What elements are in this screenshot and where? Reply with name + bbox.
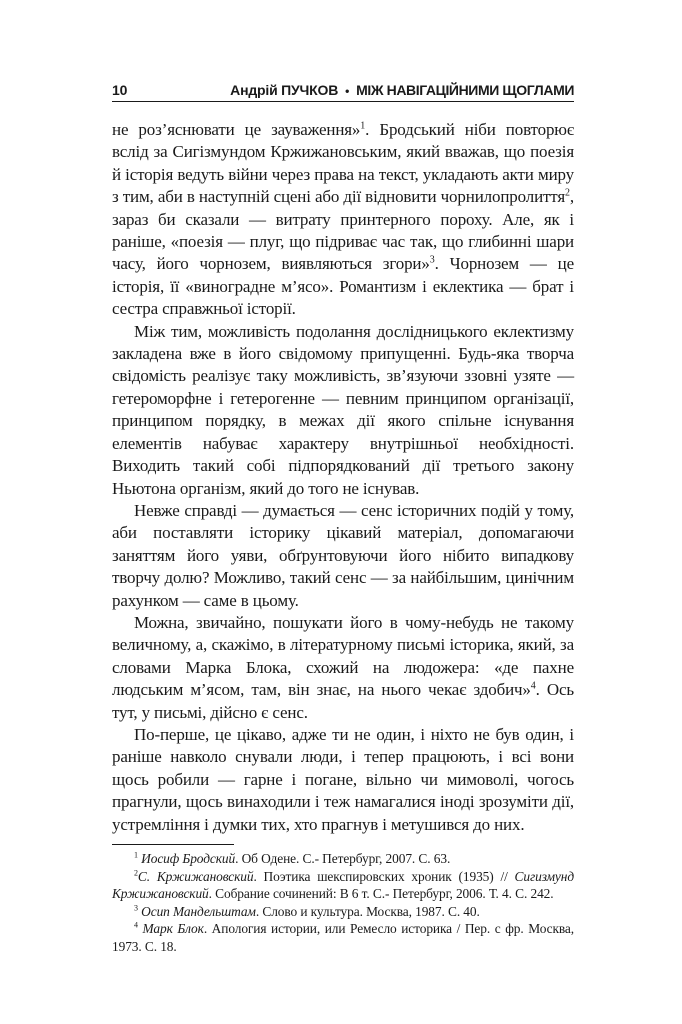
footnote-ref: 2: [565, 187, 570, 199]
paragraph: [112, 500, 574, 612]
cited-author: Осип Мандельштам: [141, 903, 256, 919]
page-number: 10: [112, 82, 128, 98]
footnote-ref: 3: [134, 903, 138, 913]
cited-author: Сигизмунд Кржижановский: [112, 868, 574, 902]
body-text: [112, 119, 574, 836]
text-run: . Собрание сочинений: В 6 т. С.- Петербург, 2006. Т. 4. С. 242.: [208, 886, 554, 902]
text-run: Невже справді — думається — сенс історичних подій у тому, аби поставляти історику цікавий матеріал, допомагаючи заняттям його уяви, обґрунтовуючи його нібито випадкову творчу долю? Можливо, такий сенс — за найбільшим, цинічним рахунком — саме в цьому.: [112, 500, 574, 610]
text-run: не роз’яснювати це зауваження»: [112, 120, 361, 139]
header-meta: [230, 82, 574, 98]
footnote-ref: 4: [134, 920, 138, 930]
text-run: , зараз би сказали — витрату принтерного пороху. Але, як і раніше, «поезія — плуг, що підриває час так, що глибинні шари часу, його чорнозем, виявляються згори»: [112, 187, 574, 274]
paragraph: [112, 724, 574, 836]
running-header: [112, 82, 574, 102]
text-run: Між тим, можливість подолання дослідницького еклектизму закладена вже в його свідомому припущенні. Будь-яка творча свідомість реалізує таку можливість, зв’язуючи ззовні узяте — гетероморфне і гетерогенне — певним принципом організації, принципом порядку, в межах дії якого спільне існування елементів набуває характеру внутрішньої необхідності. Виходить такий собі підпорядкований дії третього закону Ньютона організм, який до того не існував.: [112, 321, 574, 498]
header-book-title: МІЖ НАВІГАЦІЙНИМИ ЩОГЛАМИ: [356, 82, 574, 98]
footnote: [112, 850, 574, 868]
text-run: . Об Одене. С.- Петербург, 2007. С. 63.: [235, 851, 451, 866]
footnotes: [112, 850, 574, 956]
footnote-ref: 2: [134, 868, 138, 878]
footnote-divider: [112, 844, 234, 845]
footnote-ref: 1: [134, 850, 138, 860]
header-separator: •: [345, 84, 350, 98]
book-page: [112, 82, 574, 956]
footnote: [112, 903, 574, 921]
text-run: . Апология истории, или Ремесло историка / Пер. с фр. Москва, 1973. С. 18.: [112, 921, 575, 954]
cited-author: Иосиф Бродский: [141, 851, 236, 866]
footnote-ref: 1: [360, 120, 366, 132]
text-run: Можна, звичайно, пошукати його в чому-небудь не такому величному, а, скажімо, в літературному письмі історика, який, за словами Марка Блока, схожий на людожера: «де пахне людським м’ясом, там, він знає, на нього чекає здобич»: [112, 612, 574, 700]
cited-author: С. Кржижановский: [137, 868, 254, 884]
paragraph: [112, 321, 574, 500]
text-run: . Ось тут, у письмі, дійсно є сенс.: [112, 680, 574, 722]
paragraph: [112, 612, 574, 724]
text-run: По-перше, це цікаво, адже ти не один, і ніхто не був один, і раніше навколо снували люди, і тепер працюють, і всі вони щось робили — гарне і погане, вільно чи мимоволі, чогось прагнули, щось винаходили і теж намагалися іноді зрозуміти дії, устремління і думки тих, хто прагнув і метушився до них.: [112, 724, 574, 834]
text-run: . Слово и культура. Москва, 1987. С. 40.: [255, 903, 480, 919]
text-run: . Чорнозем — це історія, її «виноградне м’ясо». Романтизм і еклектика — брат і сестра справжньої історії.: [112, 254, 574, 319]
footnote: [112, 868, 574, 903]
text-run: . Бродський ніби повторює вслід за Сигізмундом Кржижановським, який вважав, що поезія й історія ведуть війни через права на текст, укладають акти миру з тим, аби в наступній сцені або дії відновити чорнилопролиття: [112, 120, 574, 207]
cited-author: Марк Блок: [142, 921, 204, 937]
header-author: Андрій ПУЧКОВ: [230, 82, 339, 98]
footnote-ref: 4: [530, 680, 536, 692]
text-run: . Поэтика шекспировских хроник (1935) //: [253, 868, 515, 884]
footnote-ref: 3: [429, 254, 435, 266]
footnote: [112, 920, 574, 955]
paragraph: [112, 119, 574, 321]
